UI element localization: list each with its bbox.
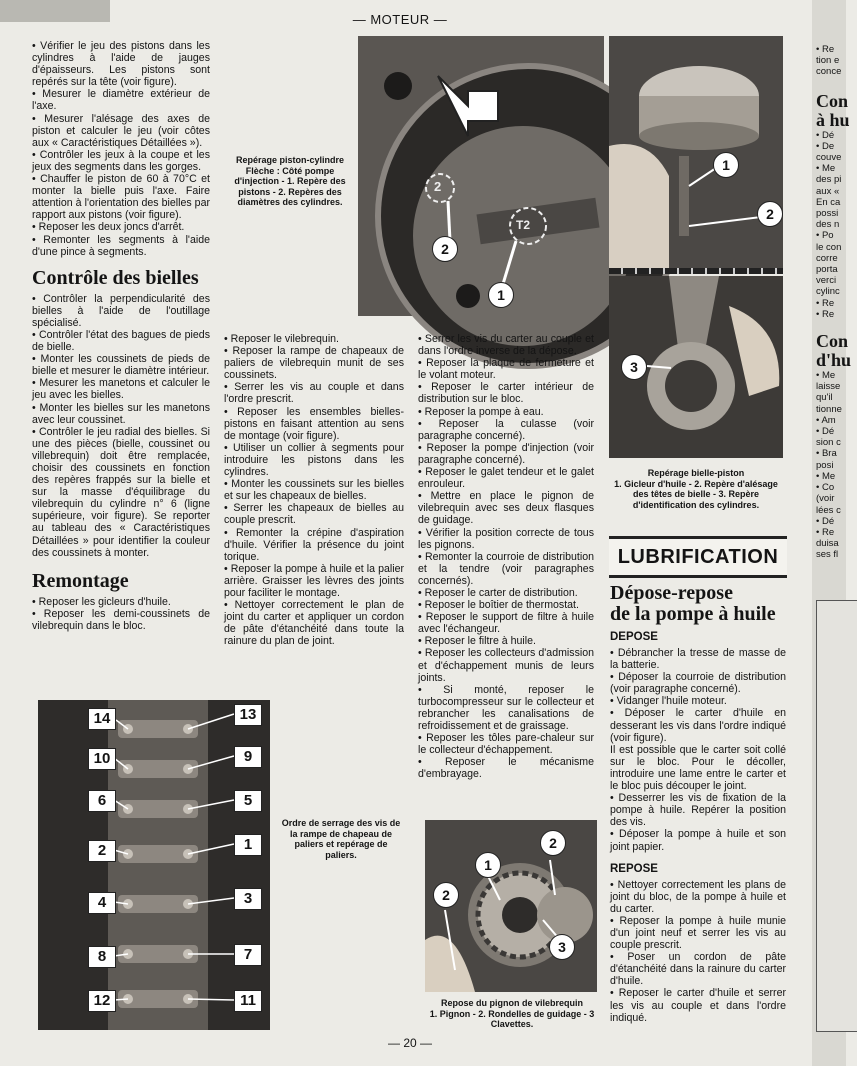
bolt-label-1: 1: [234, 834, 262, 856]
bielles-list: [32, 293, 210, 559]
edge-line: • Re: [816, 297, 835, 309]
intro-item: • Contrôler les jeux à la coupe et les jeux des segments dans les gorges.: [32, 148, 210, 173]
col3-item: • Vérifier la position correcte de tous les pignons.: [418, 526, 594, 551]
col2-item: • Utiliser un collier à segments pour introduire les pistons dans les cylindres.: [224, 441, 404, 479]
edge-line: • Me: [816, 370, 836, 382]
depose-item: • Déposer le carter d'huile en desserant les vis dans l'ordre indiqué (voir figure).: [610, 707, 786, 744]
intro-item: • Reposer les deux joncs d'arrêt.: [32, 221, 185, 234]
depose-item: • Vidanger l'huile moteur.: [610, 695, 727, 708]
bielles-item: • Contrôler la perpendicularité des bielles à l'aide de l'outillage spécialisé.: [32, 292, 210, 329]
conrod-photo: [609, 276, 783, 458]
section-heading-remontage: Remontage: [32, 569, 129, 592]
bolt-label-14: 14: [88, 708, 116, 730]
intro-item: • Mesurer l'alésage des axes de piston et calculer le jeu (voir côtes aux « Caractéristiques Détaillées »).: [32, 112, 210, 149]
repose-item: • Poser un cordon de pâte d'étanchéité dans la rainure du carter d'huile.: [610, 951, 786, 988]
bolt-label-10: 10: [88, 748, 116, 770]
col3-item: • Reposer le filtre à huile.: [418, 635, 536, 648]
col3-item: • Remonter la courroie de distribution et la tendre (voir paragraphes concernés).: [418, 550, 594, 587]
remontage-item: • Reposer les gicleurs d'huile.: [32, 595, 171, 608]
bolt-label-7: 7: [234, 944, 262, 966]
edge-line: le con: [816, 241, 842, 253]
edge-line: (voir: [816, 493, 835, 505]
subheading-repose: REPOSE: [610, 862, 658, 875]
col3-item: • Mettre en place le pignon de vilebrequin avec ses deux flasques de guidage.: [418, 490, 594, 527]
crank-gear-photo: [425, 820, 597, 992]
col2-item: • Nettoyer correctement le plan de joint du carter et appliquer un cordon de pâte d'étanchéité dans toute la rainure du plan de joint.: [224, 599, 404, 648]
repose-item: • Nettoyer correctement les plans de joint du bloc, de la pompe à huile et du carter.: [610, 878, 786, 915]
depose-item: • Déposer la pompe à huile et son joint papier.: [610, 828, 786, 853]
edge-line: cylinc: [816, 286, 840, 298]
depose-item: • Desserrer les vis de fixation de la pompe à huile. Repérer la position des vis.: [610, 792, 786, 829]
remontage-item: • Reposer les demi-coussinets de vilebrequin dans le bloc.: [32, 607, 210, 632]
column-2: [224, 333, 404, 647]
crank-gear-caption: Repose du pignon de vilebrequin 1. Pignon - 2. Rondelles de guidage - 3 Clavettes.: [429, 998, 595, 1029]
adjacent-page-edge: [812, 0, 852, 1066]
col2-item: • Remonter la crépine d'aspiration d'huile. Vérifier la présence du joint torique.: [224, 526, 404, 563]
edge-line: • Re: [816, 308, 835, 320]
edge-heading: Con: [816, 331, 849, 352]
col2-item: • Reposer les ensembles bielles-pistons en faisant attention au sens de montage (voir figure).: [224, 405, 404, 442]
edge-heading: d'hu: [816, 350, 852, 371]
column-3: [418, 333, 594, 780]
col2-item: • Reposer la pompe à huile et la palier arrière. Graisser les lèvres des joints pour faciliter le montage.: [224, 562, 404, 599]
intro-item: • Remonter les segments à l'aide d'une pince à segments.: [32, 233, 210, 258]
stamp-2: 2: [434, 179, 442, 194]
crankshaft-bearing-photo: [38, 700, 270, 1030]
edge-line: En ca: [816, 196, 841, 208]
col2-item: • Reposer la rampe de chapeaux de paliers de vilebrequin munit de ses coussinets.: [224, 345, 404, 382]
remontage-list: [32, 596, 210, 632]
col3-item: • Si monté, reposer le turbocompresseur sur le collecteur et rebrancher les canalisations de refroidissement et de graissage.: [418, 683, 594, 732]
col2-item: • Monter les coussinets sur les bielles et sur les chapeaux de bielles.: [224, 478, 404, 503]
edge-heading: à hu: [816, 109, 850, 130]
edge-line: • Re: [816, 526, 835, 538]
label-3: 3: [549, 934, 575, 960]
edge-line: duisa: [816, 538, 839, 550]
intro-item: • Mesurer le diamètre extérieur de l'axe.: [32, 88, 210, 113]
intro-item: • Chauffer le piston de 60 à 70°C et monter la bielle puis l'axe. Faire attention à l'orientation des bielles par rapport aux pistons (voir figure).: [32, 173, 210, 222]
edge-line: • Po: [816, 230, 834, 242]
col3-item: • Reposer le support de filtre à huile avec l'échangeur.: [418, 611, 594, 636]
lubrification-banner: [609, 536, 787, 578]
label-2: 2: [757, 201, 783, 227]
bolt-label-5: 5: [234, 790, 262, 812]
col3-item: • Reposer le galet tendeur et le galet enrouleur.: [418, 466, 594, 491]
bolt-label-4: 4: [88, 892, 116, 914]
col3-item: • Reposer les tôles pare-chaleur sur le collecteur d'échappement.: [418, 732, 594, 757]
edge-line: couve: [816, 152, 842, 164]
edge-line: • De: [816, 140, 835, 152]
intro-list: [32, 40, 210, 258]
label-2: 2: [540, 830, 566, 856]
label-1: 1: [488, 282, 514, 308]
edge-box: [816, 600, 857, 1032]
bielles-item: • Contrôler l'état des bagues de pieds de bielle.: [32, 328, 210, 354]
edge-line: corre: [816, 252, 838, 264]
edge-line: • Co: [816, 482, 835, 494]
page-number: — 20 —: [387, 1036, 432, 1050]
edge-line: • Dé: [816, 129, 835, 141]
edge-line: • Dé: [816, 426, 835, 438]
bearing-figure-caption: Ordre de serrage des vis de la rampe de chapeau de paliers et repérage de paliers.: [281, 818, 401, 860]
oil-jet-illustration: [609, 36, 783, 268]
banner-title: LUBRIFICATION: [617, 546, 779, 568]
depose-item: • Débrancher la tresse de masse de la batterie.: [610, 647, 786, 672]
col3-item: • Reposer la pompe d'injection (voir paragraphe concerné).: [418, 441, 594, 466]
edge-line: • Me: [816, 163, 836, 175]
bolt-label-6: 6: [88, 790, 116, 812]
col3-item: • Reposer le carter intérieur de distribution sur le bloc.: [418, 381, 594, 406]
col3-item: • Reposer le mécanisme d'embrayage.: [418, 756, 594, 781]
column-4: [610, 583, 786, 1024]
column-1: [32, 40, 210, 632]
col3-item: • Reposer la pompe à eau.: [418, 405, 544, 418]
piston-cylinder-photo: [358, 36, 604, 316]
label-2: 2: [433, 882, 459, 908]
col3-item: • Reposer le carter de distribution.: [418, 586, 578, 599]
edge-line: • Bra: [816, 448, 837, 460]
subheading-depose: DEPOSE: [610, 631, 658, 643]
col3-item: • Reposer le boîtier de thermostat.: [418, 599, 579, 612]
edge-line: possi: [816, 208, 839, 220]
depose-item: • Déposer la courroie de distribution (voir paragraphe concerné).: [610, 671, 786, 696]
label-2: 2: [432, 236, 458, 262]
edge-line: conce: [816, 66, 842, 78]
col3-item: • Reposer les collecteurs d'admission et d'échappement munis de leurs joints.: [418, 647, 594, 684]
bielles-item: • Contrôler le jeu radial des bielles. Si une des pièces (bielle, coussinet ou villebrequin) doit être remplacée, choisir des coussinets en fonction des repères frappés sur la bielle et sur la masse d'équilibrage du vilebrequin du cylindre n° 6 (ligne supérieure, voir figure). Se reporter au tableau des « Caractéristiques Détaillées » pour identifier la couleur des coussinets à monter.: [32, 425, 210, 559]
bolt-label-2: 2: [88, 840, 116, 862]
edge-line: ses fl: [816, 549, 839, 561]
edge-line: lées c: [816, 504, 841, 516]
bolt-label-12: 12: [88, 990, 116, 1012]
section-heading-pompe: Dépose-repose de la pompe à huile: [610, 582, 776, 625]
corner-tab: [0, 0, 110, 22]
bolt-label-11: 11: [234, 990, 262, 1012]
piston-cylinder-illustration: [358, 36, 604, 316]
edge-line: • Dé: [816, 515, 835, 527]
repose-item: • Reposer la pompe à huile munie d'un joint neuf et serrer les vis au couple prescrit.: [610, 914, 786, 952]
bielles-item: • Mesurer les manetons et calculer le jeu avec les bielles.: [32, 377, 210, 402]
col3-item: • Reposer la plaque de fermeture et le volant moteur.: [418, 357, 594, 382]
label-1: 1: [713, 152, 739, 178]
bielles-item: • Monter les bielles sur les manetons avec leur coussinet.: [32, 401, 210, 426]
label-3: 3: [621, 354, 647, 380]
repose-item: • Reposer le carter d'huile et serrer les vis au couple et dans l'ordre indiqué.: [610, 987, 786, 1024]
piston-figure-caption: Repérage piston-cylindre Flèche : Côté pompe d'injection - 1. Repère des pistons - 2. Repères des diamètres des cylindres.: [234, 155, 346, 207]
edge-line: des pi: [816, 174, 842, 186]
intro-item: • Vérifier le jeu des pistons dans les cylindres à l'aide de jauges d'épaisseurs. Les pistons sont repérés sur la tête (voir figure).: [32, 40, 210, 89]
conrod-figure-caption: Repérage bielle-piston 1. Gicleur d'huile - 2. Repère d'alésage des têtes de bielle - 3. Repère d'identification des cylindres.: [614, 468, 778, 510]
edge-line: posi: [816, 459, 834, 471]
bolt-label-8: 8: [88, 946, 116, 968]
edge-line: qu'il: [816, 392, 833, 404]
bolt-label-9: 9: [234, 746, 262, 768]
label-1: 1: [475, 852, 501, 878]
bielles-item: • Monter les coussinets de pieds de bielle et mesurer le diamètre intérieur.: [32, 353, 210, 378]
edge-line: • Re: [816, 44, 835, 55]
stamp-t2: T2: [516, 218, 531, 232]
depose-item: Il est possible que le carter soit collé sur le bloc. Pour le décoller, introduire une lame entre le carter et le bloc puis découper le joint.: [610, 743, 786, 793]
bolt-label-13: 13: [234, 704, 262, 726]
col3-item: • Reposer la culasse (voir paragraphe concerné).: [418, 417, 594, 442]
edge-line: laisse: [816, 381, 841, 393]
section-heading-bielles: Contrôle des bielles: [32, 266, 199, 289]
running-header: — MOTEUR —: [352, 12, 448, 27]
edge-line: tion e: [816, 55, 840, 67]
edge-heading: Con: [816, 90, 849, 111]
edge-line: porta: [816, 264, 838, 276]
col2-item: • Reposer le vilebrequin.: [224, 333, 340, 345]
bolt-label-3: 3: [234, 888, 262, 910]
edge-line: • Me: [816, 470, 836, 482]
edge-line: • Am: [816, 414, 836, 426]
edge-line: sion c: [816, 437, 841, 449]
edge-line: tionne: [816, 403, 842, 415]
col2-item: • Serrer les vis au couple et dans l'ordre prescrit.: [224, 381, 404, 406]
edge-line: des n: [816, 219, 840, 231]
photo-divider: [609, 268, 783, 274]
col3-item: • Serrer les vis du carter au couple et dans l'ordre inverse de la dépose.: [418, 333, 594, 358]
edge-line: aux «: [816, 185, 840, 197]
col2-item: • Serrer les chapeaux de bielles au couple prescrit.: [224, 502, 404, 527]
oil-jet-photo: [609, 36, 783, 268]
edge-line: verci: [816, 275, 837, 287]
